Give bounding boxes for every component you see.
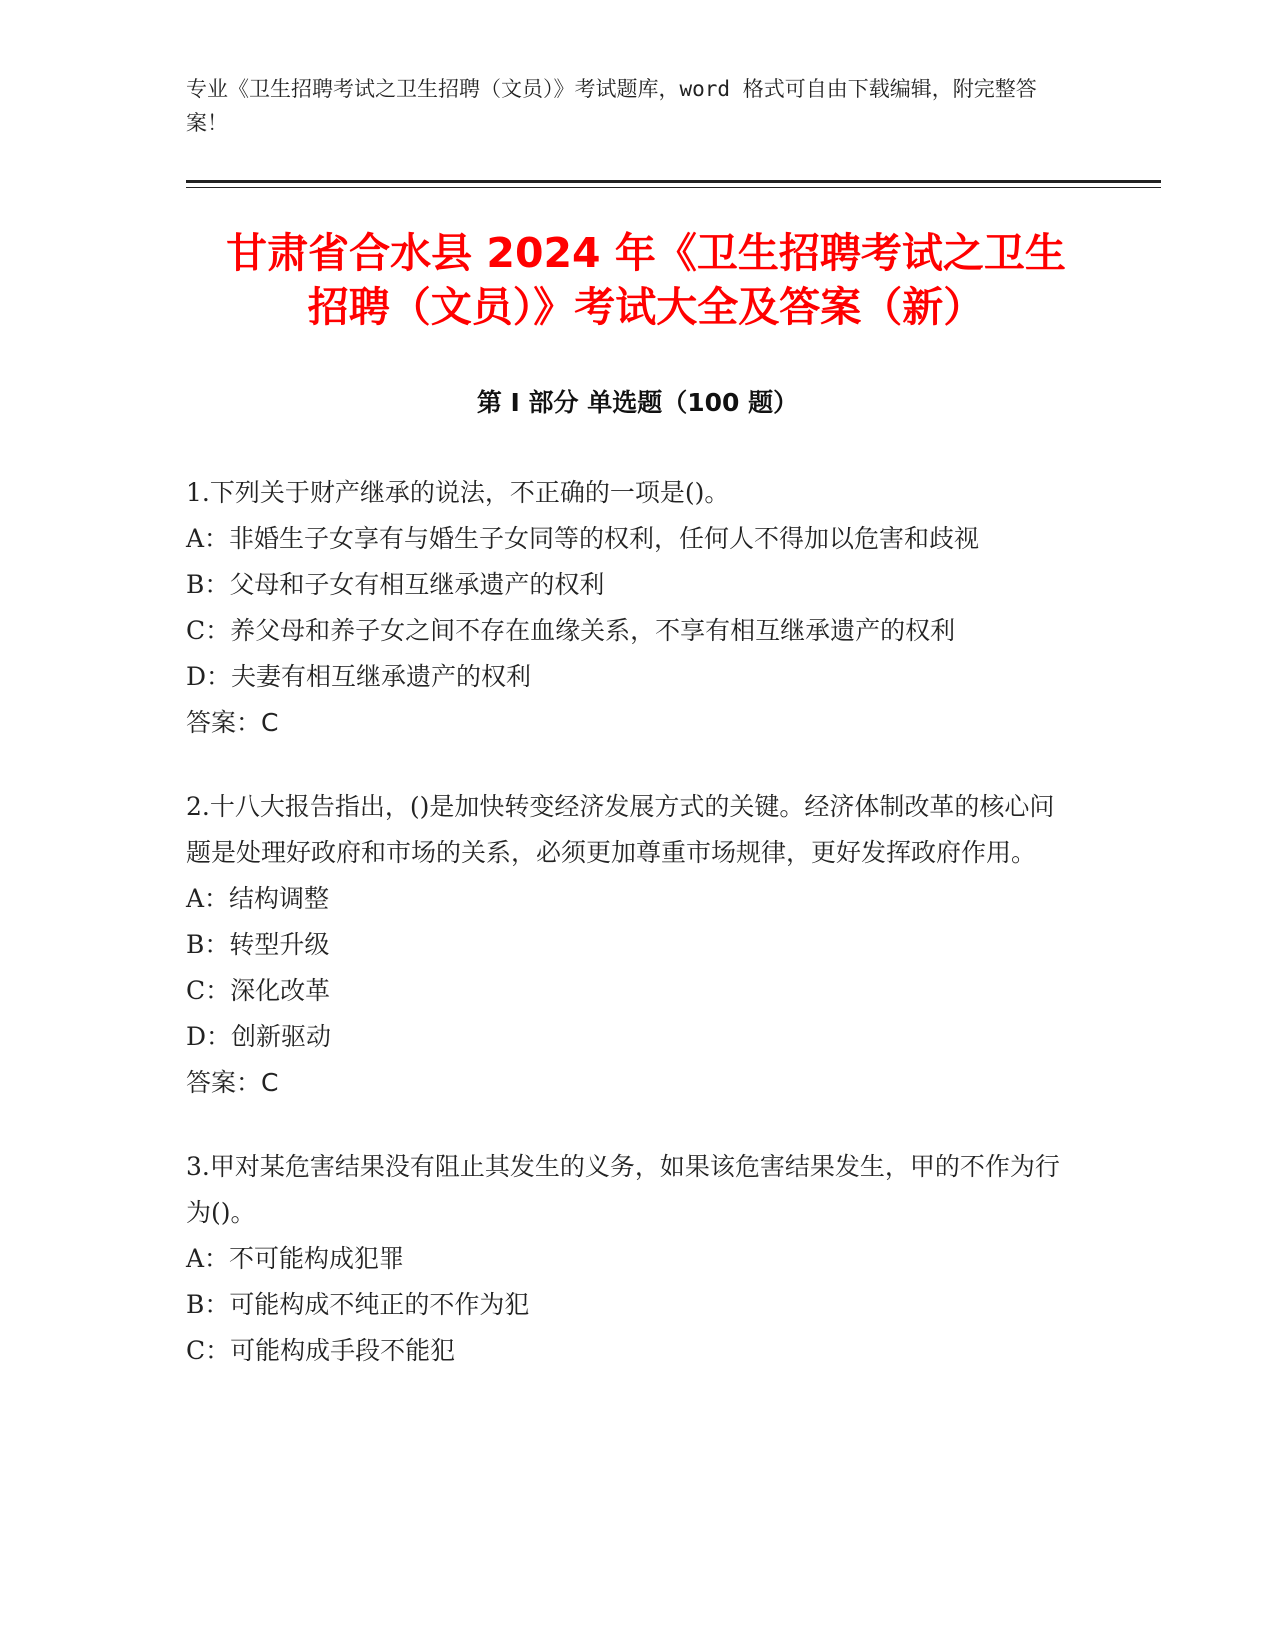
option-d: D：创新驱动 <box>186 1022 332 1051</box>
option-b: B：转型升级 <box>186 930 330 959</box>
title-line-1: 甘肃省合水县 2024 年《卫生招聘考试之卫生 <box>226 229 1066 277</box>
option-b: B：可能构成不纯正的不作为犯 <box>186 1290 530 1319</box>
section-heading: 第 I 部分 单选题（100 题） <box>476 388 799 417</box>
question-3 <box>186 1144 1066 1374</box>
option-a: A：不可能构成犯罪 <box>186 1244 405 1273</box>
option-d: D：夫妻有相互继承遗产的权利 <box>186 662 532 691</box>
option-c: C：养父母和养子女之间不存在血缘关系，不享有相互继承遗产的权利 <box>186 616 956 645</box>
title-line-2: 招聘（文员）》考试大全及答案（新） <box>307 283 985 331</box>
question-list <box>186 470 1066 1412</box>
option-c: C：深化改革 <box>186 976 331 1005</box>
option-a: A：非婚生子女享有与婚生子女同等的权利，任何人不得加以危害和歧视 <box>186 524 980 553</box>
document-title <box>186 226 1106 334</box>
question-2 <box>186 784 1066 1106</box>
header-note: 专业《卫生招聘考试之卫生招聘（文员）》考试题库，word 格式可自由下载编辑，附完整答案！ <box>186 77 1037 135</box>
question-stem: 1.下列关于财产继承的说法，不正确的一项是()。 <box>186 478 730 507</box>
answer: 答案：C <box>186 1068 279 1097</box>
question-1 <box>186 470 1066 746</box>
question-stem: 3.甲对某危害结果没有阻止其发生的义务，如果该危害结果发生，甲的不作为行为()。 <box>186 1152 1060 1227</box>
option-c: C：可能构成手段不能犯 <box>186 1336 456 1365</box>
header-rule-thick <box>186 180 1161 183</box>
option-a: A：结构调整 <box>186 884 330 913</box>
option-b: B：父母和子女有相互继承遗产的权利 <box>186 570 605 599</box>
header-rule-thin <box>186 187 1161 188</box>
answer: 答案：C <box>186 708 279 737</box>
question-stem: 2.十八大报告指出，()是加快转变经济发展方式的关键。经济体制改革的核心问题是处理好政府和市场的关系，必须更加尊重市场规律，更好发挥政府作用。 <box>186 792 1055 867</box>
